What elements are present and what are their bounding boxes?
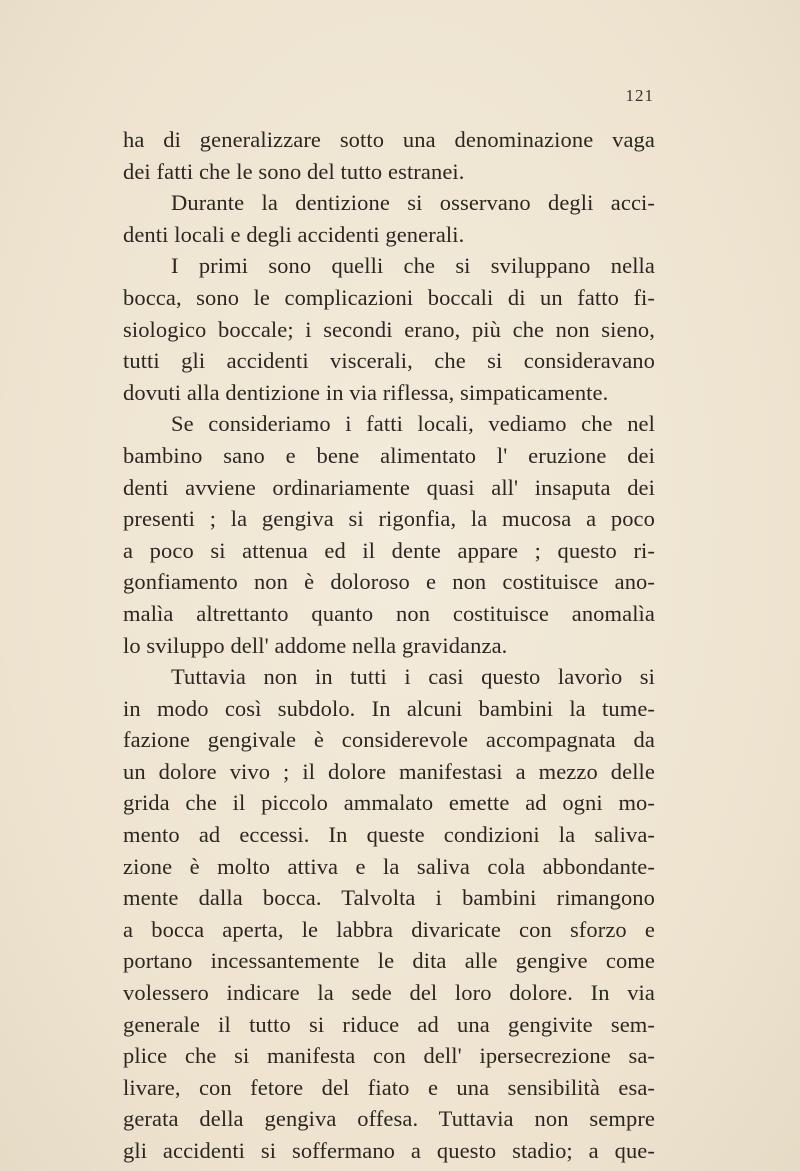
text-line: dovuti alla dentizione in via riflessa, simpaticamente. xyxy=(123,379,609,405)
text-line: a bocca aperta, le labbra divaricate con sforzo e xyxy=(123,916,655,942)
text-line: bambino sano e bene alimentato l' eruzione dei xyxy=(123,442,655,468)
text-line: in modo così subdolo. In alcuni bambini la tume- xyxy=(123,695,655,721)
text-line: gerata della gengiva offesa. Tuttavia non sempre xyxy=(123,1106,655,1132)
text-line: zione è molto attiva e la saliva cola abbondante- xyxy=(123,853,655,879)
text-line: fazione gengivale è considerevole accompagnata da xyxy=(123,727,655,753)
text-line: plice che si manifesta con dell' ipersecrezione sa- xyxy=(123,1043,655,1069)
text-line: I primi sono quelli che si sviluppano nella xyxy=(171,253,655,279)
text-line: denti avviene ordinariamente quasi all' insaputa dei xyxy=(123,474,655,500)
text-line: livare, con fetore del fiato e una sensibilità esa- xyxy=(123,1074,655,1100)
text-line: mente dalla bocca. Talvolta i bambini rimangono xyxy=(123,885,655,911)
text-line: grida che il piccolo ammalato emette ad ogni mo- xyxy=(123,790,655,816)
text-line: gonfiamento non è doloroso e non costituisce ano- xyxy=(123,569,655,595)
text-line: Tuttavia non in tutti i casi questo lavorìo si xyxy=(171,664,655,690)
text-line: lo sviluppo dell' addome nella gravidanza. xyxy=(123,632,508,658)
text-line: gli accidenti si soffermano a questo stadio; a que- xyxy=(123,1138,655,1163)
text-line: generale il tutto si riduce ad una gengivite sem- xyxy=(123,1011,655,1037)
text-line: mento ad eccessi. In queste condizioni la saliva- xyxy=(123,822,655,848)
text-line: bocca, sono le complicazioni boccali di un fatto fi- xyxy=(123,284,655,310)
body-text xyxy=(123,124,655,1167)
text-line: a poco si attenua ed il dente appare ; questo ri- xyxy=(123,537,655,563)
text-line: un dolore vivo ; il dolore manifestasi a mezzo delle xyxy=(123,758,655,784)
text-line: Durante la dentizione si osservano degli acci- xyxy=(171,190,655,216)
text-line: portano incessantemente le dita alle gengive come xyxy=(123,948,655,974)
text-line: ha di generalizzare sotto una denominazione vaga xyxy=(123,127,655,152)
text-line: siologico boccale; i secondi erano, più che non sieno, xyxy=(123,316,655,342)
text-line: tutti gli accidenti viscerali, che si consideravano xyxy=(123,348,655,374)
text-line: dei fatti che le sono del tutto estranei. xyxy=(123,158,465,184)
page-number: 121 xyxy=(625,86,654,105)
text-line: malìa altrettanto quanto non costituisce anomalìa xyxy=(123,600,655,626)
text-line: volessero indicare la sede del loro dolore. In via xyxy=(123,980,655,1006)
text-line: denti locali e degli accidenti generali. xyxy=(123,221,465,247)
text-line: Se consideriamo i fatti locali, vediamo che nel xyxy=(171,411,655,437)
text-line: presenti ; la gengiva si rigonfia, la mucosa a poco xyxy=(123,506,655,532)
